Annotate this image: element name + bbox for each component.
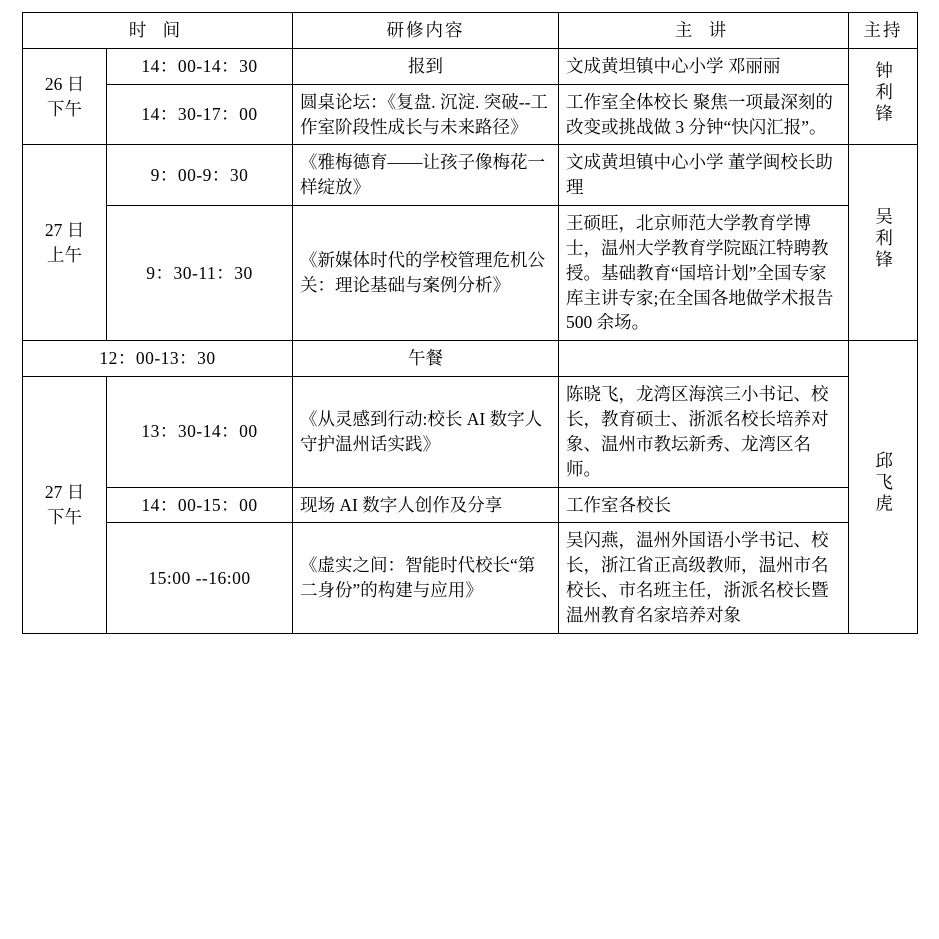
time-cell: 15:00 --16:00	[107, 523, 293, 633]
topic-cell: 报到	[293, 48, 559, 84]
speaker-cell: 陈晓飞，龙湾区海滨三小书记、校长，教育硕士、浙派名校长培养对象、温州市教坛新秀、龙湾区名师。	[559, 377, 849, 487]
day-line-2: 上午	[47, 244, 82, 265]
host-name: 吴利锋	[873, 207, 894, 272]
day-line-1: 26 日	[44, 73, 85, 94]
header-speaker: 主 讲	[559, 13, 849, 49]
table-row	[23, 487, 918, 523]
host-cell-26	[849, 48, 918, 145]
table-row	[23, 206, 918, 341]
table-row	[23, 84, 918, 145]
host-cell-27-morning	[849, 145, 918, 341]
speaker-cell-lunch	[559, 341, 849, 377]
table-header-row	[23, 13, 918, 49]
training-schedule-table	[22, 12, 918, 634]
table-row	[23, 145, 918, 206]
header-host: 主持	[849, 13, 918, 49]
topic-cell: 《雅梅德育——让孩子像梅花一样绽放》	[293, 145, 559, 206]
day-cell-27-afternoon	[23, 377, 107, 634]
time-cell: 13：30-14：00	[107, 377, 293, 487]
speaker-cell: 工作室各校长	[559, 487, 849, 523]
day-cell-27-morning	[23, 145, 107, 341]
header-content: 研修内容	[293, 13, 559, 49]
host-name: 邱飞虎	[873, 451, 894, 516]
time-cell: 9：00-9：30	[107, 145, 293, 206]
speaker-cell: 工作室全体校长 聚焦一项最深刻的改变或挑战做 3 分钟“快闪汇报”。	[559, 84, 849, 145]
day-line-1: 27 日	[44, 482, 85, 503]
host-cell-27-afternoon	[849, 341, 918, 633]
day-line-2: 下午	[47, 98, 82, 119]
topic-cell: 《虚实之间：智能时代校长“第二身份”的构建与应用》	[293, 523, 559, 633]
speaker-cell: 王硕旺，北京师范大学教育学博士，温州大学教育学院瓯江特聘教授。基础教育“国培计划”全国专家库主讲专家;在全国各地做学术报告 500 余场。	[559, 206, 849, 341]
speaker-cell: 吴闪燕，温州外国语小学书记、校长，浙江省正高级教师，温州市名校长、市名班主任，浙派名校长暨温州教育名家培养对象	[559, 523, 849, 633]
time-cell: 14：30-17：00	[107, 84, 293, 145]
time-cell: 14：00-15：00	[107, 487, 293, 523]
table-row	[23, 523, 918, 633]
host-name: 钟利锋	[873, 60, 894, 126]
topic-cell: 《新媒体时代的学校管理危机公关：理论基础与案例分析》	[293, 206, 559, 341]
time-cell: 9：30-11：30	[107, 206, 293, 341]
topic-cell: 现场 AI 数字人创作及分享	[293, 487, 559, 523]
time-cell-lunch: 12：00-13：30	[23, 341, 293, 377]
topic-cell: 圆桌论坛：《复盘. 沉淀. 突破--工作室阶段性成长与未来路径》	[293, 84, 559, 145]
time-cell: 14：00-14：30	[107, 48, 293, 84]
speaker-cell: 文成黄坦镇中心小学 邓丽丽	[559, 48, 849, 84]
topic-cell-lunch: 午餐	[293, 341, 559, 377]
day-line-1: 27 日	[44, 219, 85, 240]
day-line-2: 下午	[47, 506, 82, 527]
day-cell-26-afternoon	[23, 48, 107, 145]
table-row	[23, 377, 918, 487]
header-time: 时 间	[23, 13, 293, 49]
table-row	[23, 48, 918, 84]
speaker-cell: 文成黄坦镇中心小学 董学闽校长助理	[559, 145, 849, 206]
table-row-lunch	[23, 341, 918, 377]
topic-cell: 《从灵感到行动:校长 AI 数字人守护温州话实践》	[293, 377, 559, 487]
